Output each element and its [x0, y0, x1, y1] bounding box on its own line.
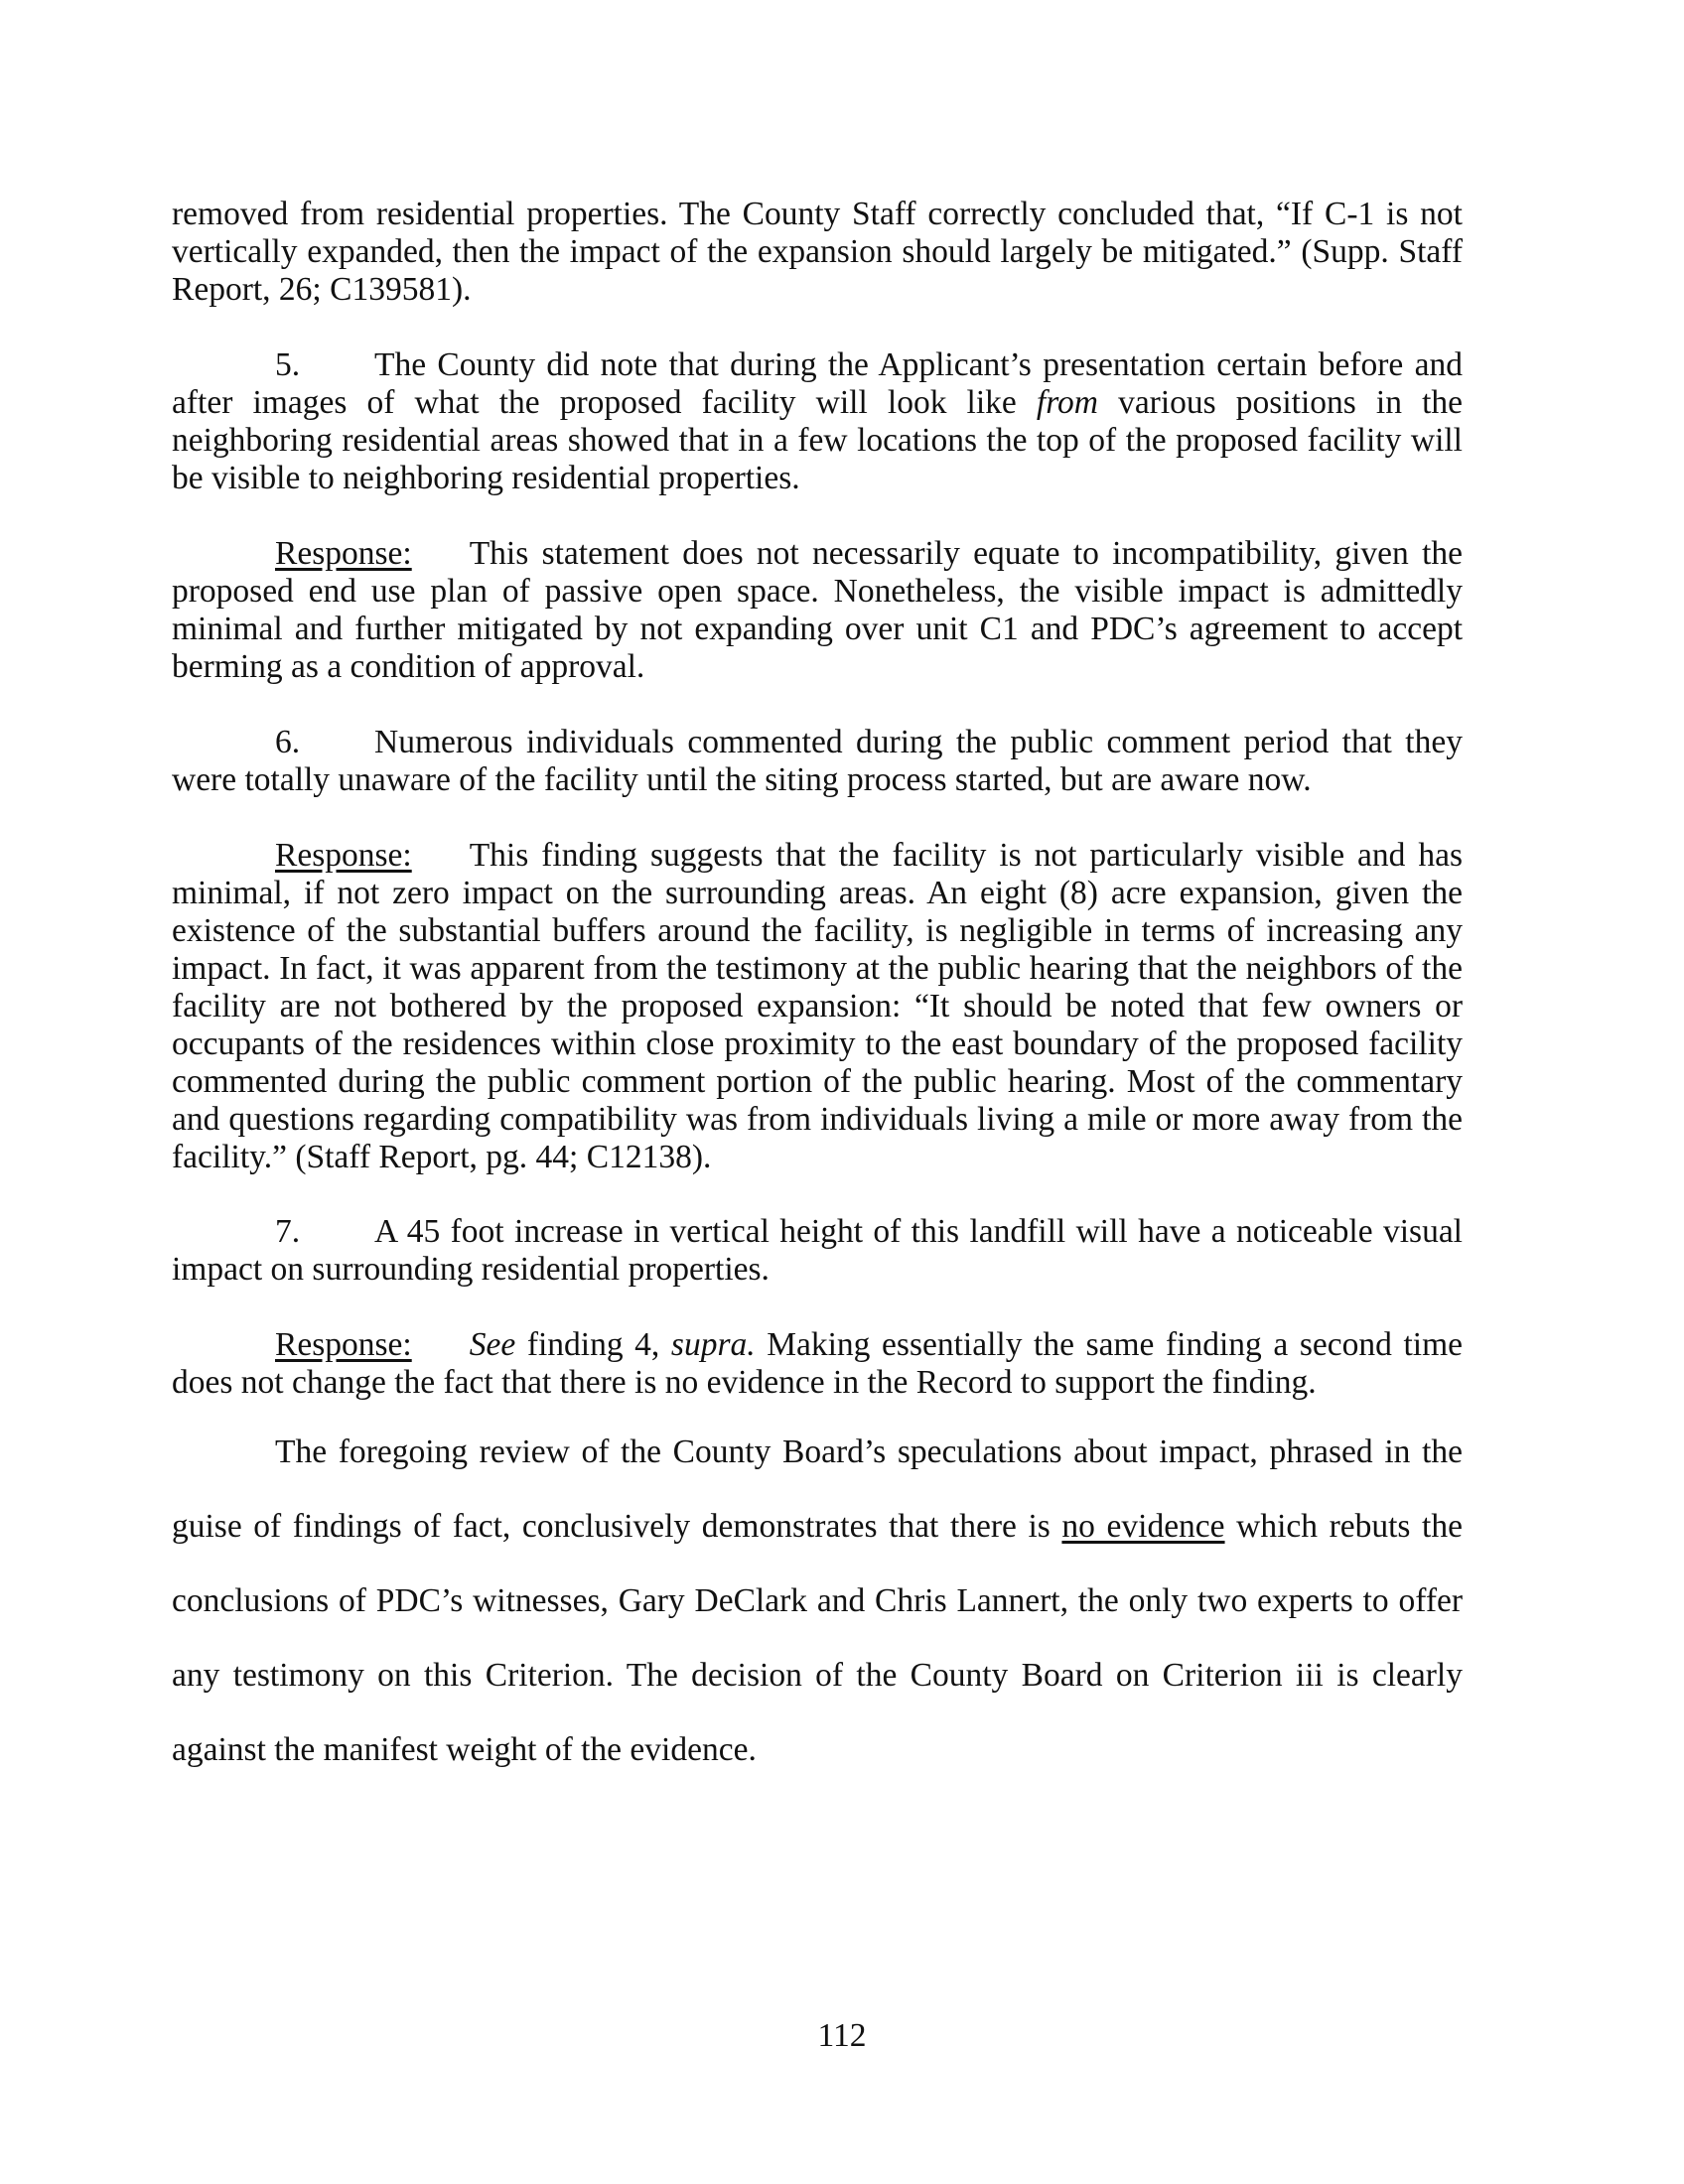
item-5-paragraph: [172, 346, 1463, 497]
item-5: [172, 346, 1463, 497]
paragraph-intro-text: removed from residential properties. The County Staff correctly concluded that, “If C-1 is not vertically expanded, then the impact of the expansion should largely be mitigated.” (Supp. Staff Report, 26; C139581).: [172, 196, 1463, 308]
response-5-text: This statement does not necessarily equate to incompatibility, given the proposed end use plan of passive open space. Nonetheless, the visible impact is admittedly minimal and further mitigated by not expanding over unit C1 and PDC’s agreement to accept berming as a condition of approval.: [172, 535, 1463, 685]
conclusion-text-before: The foregoing review of the County Board’s speculations about impact, phrased in the guise of findings of fact, conclusively demonstrates that there is: [172, 1433, 1463, 1545]
item-7-number: 7.: [275, 1213, 301, 1250]
item-5-text-after: various positions in the neighboring residential areas showed that in a few locations the top of the proposed facility will be visible to neighboring residential properties.: [172, 384, 1463, 496]
paragraph-intro: [172, 196, 1463, 309]
response-7-paragraph: [172, 1326, 1463, 1402]
item-6-paragraph: [172, 724, 1463, 799]
response-7-supra: supra.: [670, 1326, 756, 1363]
item-5-number: 5.: [275, 346, 301, 383]
response-6-label: Response:: [275, 837, 412, 874]
response-7-label: Response:: [275, 1326, 412, 1363]
response-5-label: Response:: [275, 535, 412, 572]
item-6-number: 6.: [275, 724, 301, 760]
item-5-emphasis: from: [1036, 384, 1098, 421]
response-5-paragraph: [172, 535, 1463, 686]
item-5-text-before: The County did note that during the Applicant’s presentation certain before and after images of what the proposed facility will look like: [172, 346, 1463, 421]
conclusion-paragraph: [172, 1415, 1463, 1787]
item-7-text: A 45 foot increase in vertical height of this landfill will have a noticeable visual impact on surrounding residential properties.: [172, 1213, 1463, 1288]
response-7-text-mid: finding 4,: [515, 1326, 671, 1363]
conclusion-text-after: which rebuts the conclusions of PDC’s witnesses, Gary DeClark and Chris Lannert, the only two experts to offer any testimony on this Criterion. The decision of the County Board on Criterion iii is clearly against the manifest weight of the evidence.: [172, 1508, 1463, 1768]
response-6-text: This finding suggests that the facility is not particularly visible and has minimal, if not zero impact on the surrounding areas. An eight (8) acre expansion, given the existence of the substantial buffers around the facility, is negligible in terms of increasing any impact. In fact, it was apparent from the testimony at the public hearing that the neighbors of the facility are not bothered by the proposed expansion: “It should be noted that few owners or occupants of the residences within close proximity to the east boundary of the proposed facility commented during the public comment portion of the public hearing. Most of the commentary and questions regarding compatibility was from individuals living a mile or more away from the facility.” (Staff Report, pg. 44; C12138).: [172, 837, 1463, 1175]
response-5: [172, 535, 1463, 686]
response-6-paragraph: [172, 837, 1463, 1176]
response-6: [172, 837, 1463, 1176]
conclusion: [172, 1415, 1463, 1787]
item-6-text: Numerous individuals commented during the public comment period that they were totally unaware of the facility until the siting process started, but are aware now.: [172, 724, 1463, 798]
response-7-text-after: Making essentially the same finding a second time does not change the fact that there is no evidence in the Record to support the finding.: [172, 1326, 1463, 1401]
item-7: [172, 1213, 1463, 1289]
response-7: [172, 1326, 1463, 1402]
item-6: [172, 724, 1463, 799]
response-7-see: See: [469, 1326, 516, 1363]
conclusion-underlined: no evidence: [1061, 1508, 1225, 1545]
item-7-paragraph: [172, 1213, 1463, 1289]
page-number: 112: [817, 2017, 867, 2054]
